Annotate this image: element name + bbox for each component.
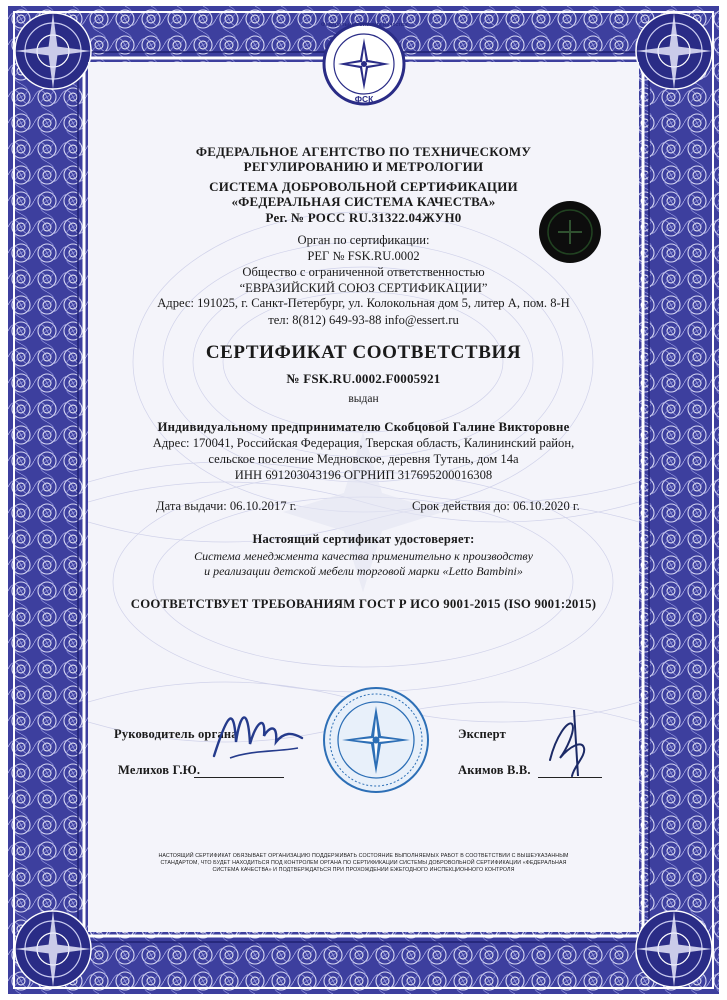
corner-rosette-icon	[10, 8, 96, 94]
certificate-content	[96, 22, 631, 932]
head-name: Мелихов Г.Ю.	[118, 763, 201, 777]
head-label: Руководитель органа	[114, 727, 238, 741]
certificate-number: № FSK.RU.0002.F0005921	[286, 371, 441, 386]
holder-address-2: сельское поселение Медновское, деревня Тутань, дом 14а	[208, 452, 519, 466]
system-line-1: СИСТЕМА ДОБРОВОЛЬНОЙ СЕРТИФИКАЦИИ	[209, 179, 518, 194]
cert-body-reg: РЕГ № FSK.RU.0002	[307, 249, 420, 263]
head-signature-line	[194, 777, 284, 778]
company-name: “ЕВРАЗИЙСКИЙ СОЮЗ СЕРТИФИКАЦИИ”	[239, 281, 488, 295]
footer-line-3: СИСТЕМА КАЧЕСТВА» И ПОДТВЕРЖДАТЬСЯ ПРИ ПРОХОЖДЕНИИ ЕЖЕГОДНОГО ИНСПЕКЦИОННОГО КОНТРОЛЯ	[212, 867, 515, 873]
expert-signature-icon	[544, 706, 600, 786]
system-line-2: «ФЕДЕРАЛЬНАЯ СИСТЕМА КАЧЕСТВА»	[231, 194, 496, 209]
certificate-title: СЕРТИФИКАТ СООТВЕТСТВИЯ	[205, 342, 522, 363]
head-signature-icon	[206, 692, 316, 772]
company-contacts: тел: 8(812) 649-93-88 info@essert.ru	[268, 313, 459, 327]
agency-line-1: ФЕДЕРАЛЬНОЕ АГЕНТСТВО ПО ТЕХНИЧЕСКОМУ	[195, 144, 532, 159]
issued-label: выдан	[348, 393, 379, 405]
certifies-label: Настоящий сертификат удостоверяет:	[252, 532, 475, 546]
logo-abbr: ФСК	[354, 94, 374, 104]
holder-address-1: Адрес: 170041, Российская Федерация, Тверская область, Калининский район,	[152, 436, 575, 450]
expert-label: Эксперт	[458, 727, 506, 741]
company-type: Общество с ограниченной ответственностью	[242, 265, 485, 279]
holder-ids: ИНН 691203043196 ОГРНИП 317695200016308	[234, 468, 493, 482]
corner-rosette-icon	[631, 8, 717, 94]
expert-name: Акимов В.В.	[458, 763, 531, 777]
company-address: Адрес: 191025, г. Санкт-Петербург, ул. Колокольная дом 5, литер А, пом. 8-Н	[157, 296, 570, 310]
holder-name: Индивидуальному предпринимателю Скобцовой Галине Викторовне	[157, 420, 570, 434]
footer-line-1: НАСТОЯЩИЙ СЕРТИФИКАТ ОБЯЗЫВАЕТ ОРГАНИЗАЦИЮ ПОДДЕРЖИВАТЬ СОСТОЯНИЕ ВЫПОЛНЯЕМЫХ РАБОТ В СООТВЕТСТВИИ С ВЫШЕУКАЗАННЫМ	[158, 853, 569, 859]
cert-body-label: Орган по сертификации:	[297, 233, 430, 247]
corner-rosette-icon	[10, 906, 96, 992]
system-reg-number: Рег. № РОСС RU.31322.04ЖУН0	[265, 210, 462, 225]
valid-until: Срок действия до: 06.10.2020 г.	[412, 499, 580, 513]
scope-line-1: Система менеджмента качества применительно к производству	[194, 549, 533, 563]
logo-ring-text: Федеральная Система Качества	[320, 22, 408, 28]
scope-line-2: и реализации детской мебели торговой марки «Letto Bambini»	[204, 564, 523, 578]
footer-line-2: СТАНДАРТОМ, ЧТО БУДЕТ НАХОДИТЬСЯ ПОД КОНТРОЛЕМ ОРГАНА ПО СЕРТИФИКАЦИИ СИСТЕМЫ ДОБРОВОЛЬНОЙ СЕРТИФИКАЦИИ «ФЕДЕРАЛЬНАЯ	[160, 860, 567, 866]
corner-rosette-icon	[631, 906, 717, 992]
agency-line-2: РЕГУЛИРОВАНИЮ И МЕТРОЛОГИИ	[243, 159, 484, 174]
issue-date: Дата выдачи: 06.10.2017 г.	[156, 499, 297, 513]
official-seal-icon	[322, 686, 430, 794]
compliance-statement: СООТВЕТСТВУЕТ ТРЕБОВАНИЯМ ГОСТ Р ИСО 9001-2015 (ISO 9001:2015)	[130, 597, 597, 611]
